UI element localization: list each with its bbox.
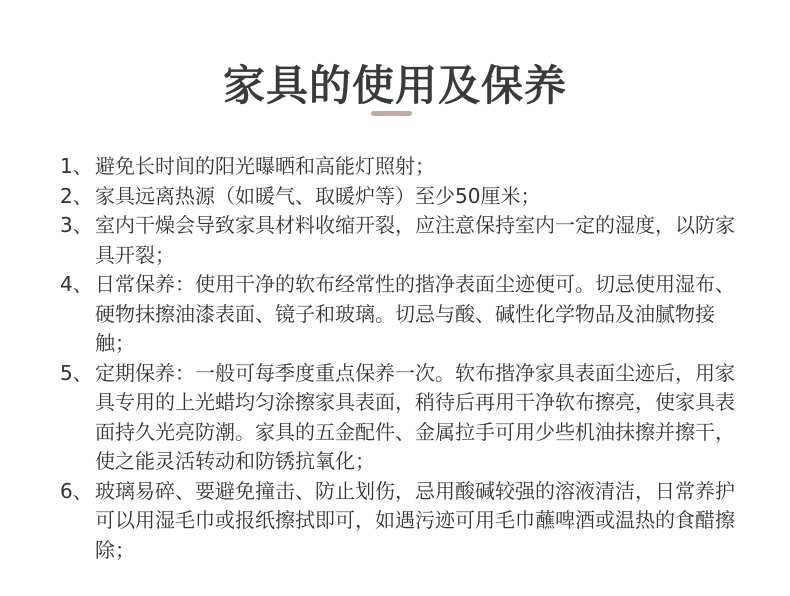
list-item bbox=[60, 152, 740, 182]
care-instructions-list bbox=[60, 152, 740, 565]
list-item bbox=[60, 270, 740, 359]
list-item bbox=[60, 477, 740, 566]
list-item bbox=[60, 359, 740, 477]
list-item-text: 避免长时间的阳光曝晒和高能灯照射； bbox=[95, 154, 435, 178]
list-item-text: 家具远离热源（如暖气、取暖炉等）至少50厘米； bbox=[95, 183, 541, 208]
list-item-number: 2、 bbox=[60, 183, 93, 208]
list-item-number: 5、 bbox=[60, 360, 93, 385]
page-title: 家具的使用及保养 bbox=[222, 61, 567, 111]
list-item bbox=[60, 182, 740, 212]
title-divider bbox=[371, 111, 412, 116]
list-item-text: 日常保养：使用干净的软布经常性的揩净表面尘迹便可。切忌使用湿布、硬物抹擦油漆表面、镜子和玻璃。切忌与酸、碱性化学物品及油腻物接触； bbox=[95, 272, 735, 355]
list-item-number: 4、 bbox=[60, 272, 93, 296]
list-item-text: 定期保养：一般可每季度重点保养一次。软布揩净家具表面尘迹后，用家具专用的上光蜡均匀涂擦家具表面，稍待后再用干净软布擦亮，使家具表面持久光亮防潮。家具的五金配件、金属拉手可用少些机油抹擦并擦干，使之能灵活转动和防锈抗氧化； bbox=[95, 360, 735, 473]
list-item-number: 1、 bbox=[60, 154, 93, 178]
list-item-text: 室内干燥会导致家具材料收缩开裂，应注意保持室内一定的湿度，以防家具开裂； bbox=[95, 213, 735, 267]
list-item bbox=[60, 211, 740, 270]
list-item-number: 3、 bbox=[60, 213, 93, 237]
list-item-number: 6、 bbox=[60, 478, 93, 503]
list-item-text: 玻璃易碎、要避免撞击、防止划伤，忌用酸碱较强的溶液清洁，日常养护可以用湿毛巾或报纸擦拭即可，如遇污迹可用毛巾蘸啤酒或温热的食醋擦除； bbox=[95, 478, 735, 562]
